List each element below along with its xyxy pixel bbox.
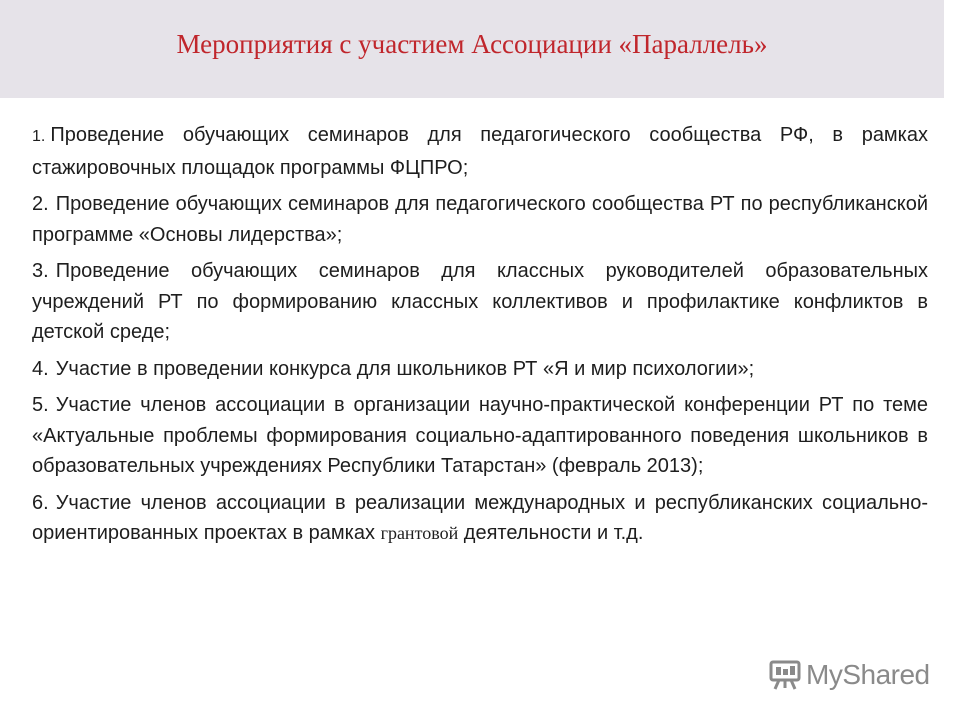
title-band	[0, 0, 944, 98]
watermark-text: MyShared	[806, 659, 930, 690]
list-item	[32, 488, 928, 549]
item-number: 3.	[32, 260, 49, 282]
list-item	[32, 120, 928, 183]
item-text-tail: грантовой	[380, 523, 459, 543]
item-number: 5.	[32, 394, 49, 416]
item-text: Проведение обучающих семинаров для педагогического сообщества РФ, в рамках стажировочных площадок программы ФЦПРО;	[32, 124, 928, 179]
mysharede-watermark	[768, 656, 930, 694]
item-text-end: деятельности и т.д.	[463, 522, 644, 544]
list-item	[32, 189, 928, 250]
item-text: Участие в проведении конкурса для школьников РТ «Я и мир психологии»;	[55, 357, 755, 380]
item-number: 6.	[32, 491, 49, 514]
item-text: Участие членов ассоциации в организации научно-практической конференции РТ по теме «Актуальные проблемы формирования социально-адаптированного поведения школьников в образовательных учреждениях Республики Татарстан» (февраль 2013);	[32, 394, 928, 477]
list-item	[32, 390, 928, 482]
list-item	[32, 354, 928, 385]
item-text: Проведение обучающих семинаров для педагогического сообщества РТ по республиканской программе «Основы лидерства»;	[32, 193, 928, 246]
presentation-board-icon	[768, 658, 802, 692]
list-item	[32, 256, 928, 348]
slide-title: Мероприятия с участием Ассоциации «Параллель»	[176, 29, 768, 59]
item-text: Проведение обучающих семинаров для классных руководителей образовательных учреждений РТ по формированию классных коллективов и профилактике конфликтов в детской среде;	[32, 260, 928, 343]
item-number: 1.	[32, 128, 46, 145]
item-text: Участие членов ассоциации в реализации международных и республиканских социально-ориентированных проектах в рамках	[32, 491, 928, 544]
item-number: 2.	[32, 193, 49, 215]
event-list	[32, 120, 928, 555]
item-number: 4.	[32, 357, 49, 380]
